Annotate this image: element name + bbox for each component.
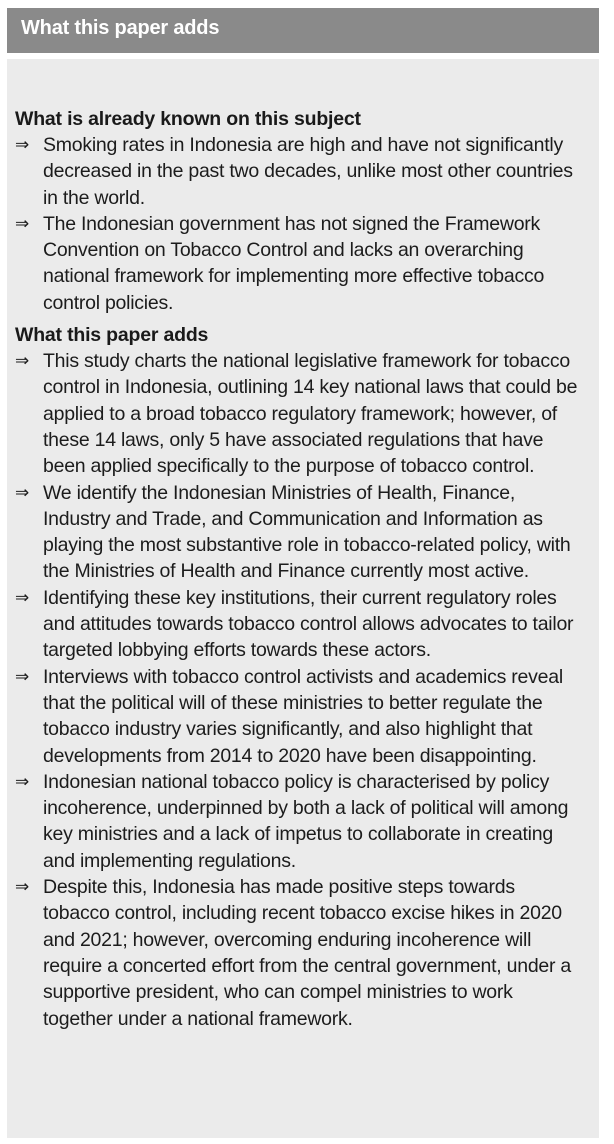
double-arrow-icon: ⇒ xyxy=(15,135,29,154)
item-text: Interviews with tobacco control activists and academics reveal that the political will of these ministries to better regulate the tobacco industry varies significantly, and also highlight that developments from 2014 to 2020 have been disappointing. xyxy=(43,665,563,767)
box-title: What this paper adds xyxy=(21,17,220,39)
list-item xyxy=(15,769,581,874)
known-list xyxy=(15,132,581,316)
item-text: Smoking rates in Indonesia are high and have not significantly decreased in the past two decades, unlike most other countries in the world. xyxy=(43,134,573,209)
adds-list xyxy=(15,348,581,1032)
item-text: Despite this, Indonesia has made positive steps towards tobacco control, including recent tobacco excise hikes in 2020 and 2021; however, overcoming enduring incoherence will require a concerted effort from the central government, under a supportive president, who can compel ministries to work together under a national framework. xyxy=(43,876,572,1030)
list-item xyxy=(15,664,581,769)
double-arrow-icon: ⇒ xyxy=(15,213,29,233)
double-arrow-icon: ⇒ xyxy=(15,666,29,686)
double-arrow-icon: ⇒ xyxy=(15,877,29,897)
list-item xyxy=(15,874,581,1032)
box-header xyxy=(7,8,599,53)
item-text: The Indonesian government has not signed the Framework Convention on Tobacco Control and lacks an overarching national framework for implementing more effective tobacco control policies. xyxy=(43,212,545,314)
box-content xyxy=(15,106,581,1032)
known-section xyxy=(15,106,581,316)
known-heading: What is already known on this subject xyxy=(15,108,361,130)
list-item xyxy=(15,480,581,585)
double-arrow-icon: ⇒ xyxy=(15,771,29,791)
item-text: This study charts the national legislative framework for tobacco control in Indonesia, outlining 14 key national laws that could be applied to a broad tobacco regulatory framework; however, of these 14 laws, only 5 have associated regulations that have been applied specifically to the purpose of tobacco control. xyxy=(43,350,578,478)
double-arrow-icon: ⇒ xyxy=(15,587,29,607)
adds-section xyxy=(15,322,581,1032)
item-text: We identify the Indonesian Ministries of Health, Finance, Industry and Trade, and Communication and Information as playing the most substantive role in tobacco-related policy, with the Ministries of Health and Finance currently most active. xyxy=(43,481,571,583)
double-arrow-icon: ⇒ xyxy=(15,351,29,371)
item-text: Indonesian national tobacco policy is characterised by policy incoherence, underpinned by both a lack of political will among key ministries and a lack of impetus to collaborate in creating and implementing regulations. xyxy=(43,770,569,872)
list-item xyxy=(15,211,581,316)
list-item xyxy=(15,132,581,211)
double-arrow-icon: ⇒ xyxy=(15,482,29,502)
adds-heading: What this paper adds xyxy=(15,324,209,347)
header-divider xyxy=(7,53,599,59)
list-item xyxy=(15,585,581,664)
list-item xyxy=(15,348,581,479)
item-text: Identifying these key institutions, their current regulatory roles and attitudes towards tobacco control allows advocates to tailor targeted lobbying efforts towards these actors. xyxy=(43,586,574,662)
